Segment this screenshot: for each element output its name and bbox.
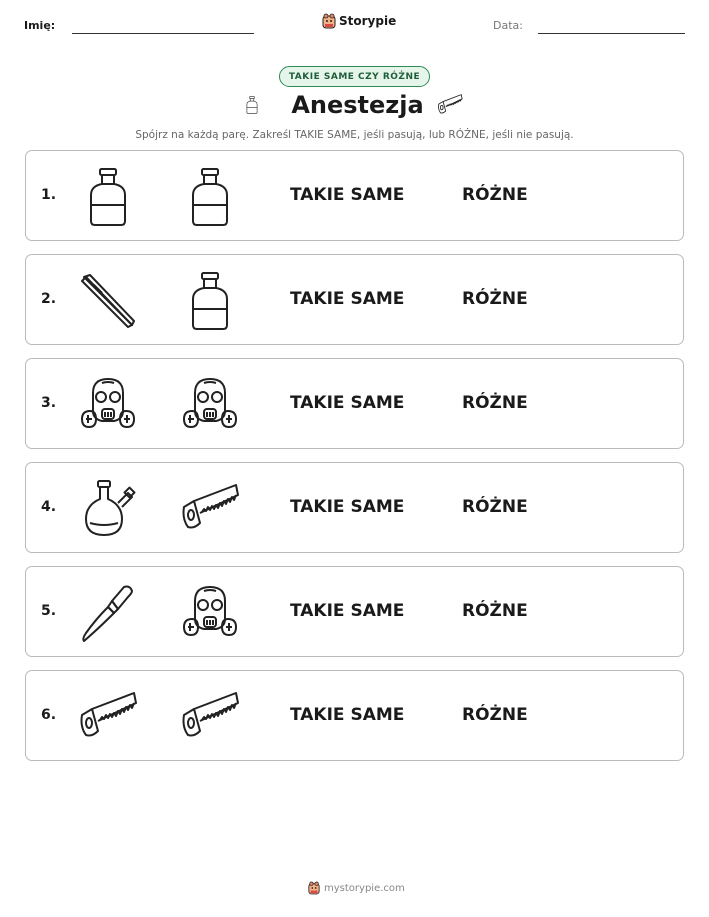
instructions: Spójrz na każdą parę. Zakreśl TAKIE SAME, jeśli pasują, lub RÓŻNE, jeśli nie pasują. [135, 129, 574, 141]
option-same[interactable]: TAKIE SAME [290, 601, 405, 621]
title-row [0, 90, 709, 120]
flask-icon [78, 479, 138, 539]
question-row [25, 150, 684, 241]
bottle-icon [243, 90, 261, 120]
option-different[interactable]: RÓŻNE [462, 705, 528, 725]
option-different[interactable]: RÓŻNE [462, 601, 528, 621]
question-row [25, 462, 684, 553]
gas-mask-icon [180, 583, 240, 643]
question-row [25, 566, 684, 657]
saw-icon [180, 687, 240, 747]
bottle-icon [180, 271, 240, 331]
bottle-icon [78, 167, 138, 227]
storypie-mascot-icon [308, 881, 320, 895]
name-line [72, 33, 254, 34]
date-label: Data: [493, 19, 523, 32]
question-number: 3. [41, 395, 57, 411]
option-same[interactable]: TAKIE SAME [290, 705, 405, 725]
question-number: 2. [41, 291, 57, 307]
name-label: Imię: [24, 19, 56, 32]
gas-mask-icon [78, 375, 138, 435]
saw-icon [180, 479, 240, 539]
option-same[interactable]: TAKIE SAME [290, 497, 405, 517]
question-number: 1. [41, 187, 57, 203]
question-number: 4. [41, 499, 57, 515]
question-row [25, 358, 684, 449]
saw-icon [434, 92, 466, 118]
option-different[interactable]: RÓŻNE [462, 185, 528, 205]
page-title: Anestezja [291, 91, 424, 119]
option-same[interactable]: TAKIE SAME [290, 393, 405, 413]
worksheet-type-badge: TAKIE SAME CZY RÓŻNE [279, 66, 430, 87]
option-different[interactable]: RÓŻNE [462, 497, 528, 517]
question-number: 5. [41, 603, 57, 619]
storypie-mascot-icon [322, 13, 336, 29]
question-row [25, 670, 684, 761]
date-line [538, 33, 685, 34]
brand-logo [322, 13, 396, 29]
tweezers-icon [78, 271, 138, 331]
question-row [25, 254, 684, 345]
option-different[interactable]: RÓŻNE [462, 289, 528, 309]
question-number: 6. [41, 707, 57, 723]
bottle-icon [180, 167, 240, 227]
saw-icon [78, 687, 138, 747]
option-different[interactable]: RÓŻNE [462, 393, 528, 413]
scalpel-icon [78, 583, 138, 643]
brand-name: Storypie [339, 14, 397, 28]
gas-mask-icon [180, 375, 240, 435]
option-same[interactable]: TAKIE SAME [290, 289, 405, 309]
footer [308, 881, 405, 895]
footer-url: mystorypie.com [324, 882, 405, 894]
option-same[interactable]: TAKIE SAME [290, 185, 405, 205]
